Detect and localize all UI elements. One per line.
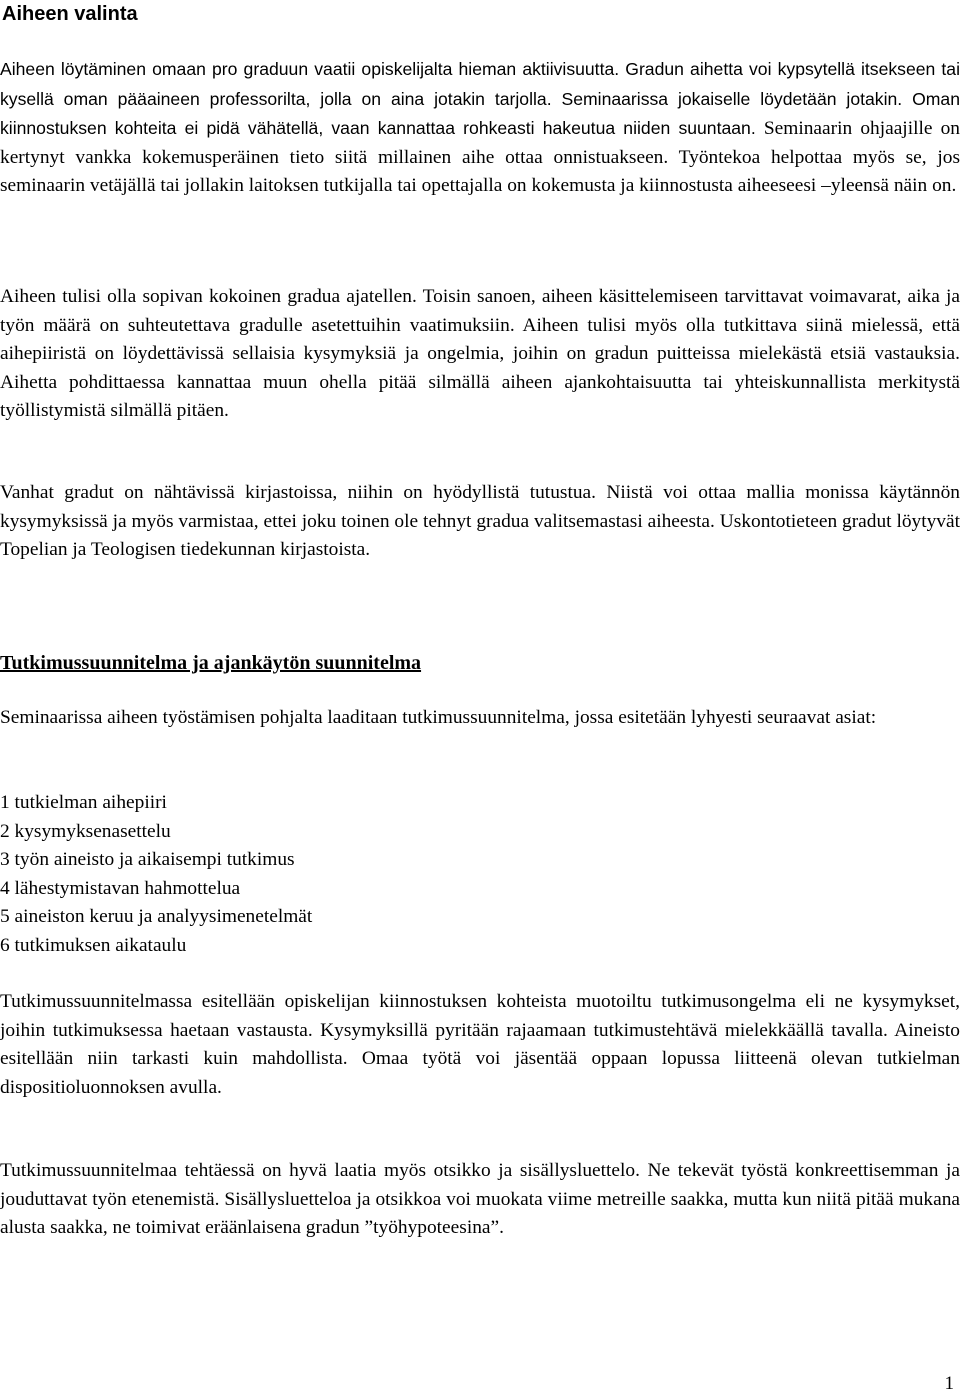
list-item: 5 aineiston keruu ja analyysimenetelmät <box>0 906 313 928</box>
list-item: 1 tutkielman aihepiiri <box>0 792 167 813</box>
list-item: 2 kysymyksenasettelu <box>0 820 171 842</box>
list-item: 4 lähestymistavan hahmottelua <box>0 877 241 899</box>
section-heading-topic-selection: Aiheen valinta <box>2 3 138 25</box>
paragraph-old-theses: Vanhat gradut on nähtävissä kirjastoissa, niihin on hyödyllistä tutustua. Niistä voi ottaa mallia monissa käytännön kysymyksissä ja myös varmistaa, ettei joku toinen ole tehnyt gradua valitsemastasi aiheesta. Uskontotieteen gradut löytyvät Topelian ja Teologisen tiedekunnan kirjastoista. <box>0 482 960 561</box>
page-number: 1 <box>944 1373 954 1394</box>
list-item: 6 tutkimuksen aikataulu <box>0 934 187 956</box>
paragraph-topic-size: Aiheen tulisi olla sopivan kokoinen gradua ajatellen. Toisin sanoen, aiheen käsittelemiseen tarvittavat voimavarat, aika ja työn määrä on suhteutettava gradulle asetettuihin vaatimuksiin. Aiheen tulisi myös olla tutkittava siinä mielessä, että aihepiiristä on löydettävissä sellaisia kysymyksiä ja ongelmia, joihin on gradun puitteissa mielekästä etsiä vastauksia. Aihetta pohdittaessa kannattaa muun ohella pitää silmällä aiheen ajankohtaisuutta tai yhteiskunnallista merkitystä työllistymistä silmällä pitäen. <box>0 286 960 422</box>
paragraph-topic-finding <box>0 55 960 201</box>
paragraph-research-plan-intro: Seminaarissa aiheen työstämisen pohjalta laaditaan tutkimussuunnitelma, jossa esitetään lyhyesti seuraavat asiat: <box>0 707 877 728</box>
list-item: 3 työn aineisto ja aikaisempi tutkimus <box>0 849 295 871</box>
section-heading-research-plan: Tutkimussuunnitelma ja ajankäytön suunnitelma <box>0 652 422 674</box>
research-plan-items-list <box>0 789 312 961</box>
paragraph-research-problem: Tutkimussuunnitelmassa esitellään opiskelijan kiinnostuksen kohteista muotoiltu tutkimusongelma eli ne kysymykset, joihin tutkimuksessa haetaan vastausta. Kysymyksillä pyritään rajaamaan tutkimustehtävä mielekkäällä tavalla. Aineisto esitellään niin tarkasti kuin mahdollista. Omaa työtä voi jäsentää oppaan lopussa liitteenä olevan tutkielman dispositioluonnoksen avulla. <box>0 991 960 1098</box>
paragraph-topic-finding-serif-text: Seminaarin ohjaajille on kertynyt vankka kokemusperäinen tieto siitä millainen aihe ottaa onnistuakseen. Työntekoa helpottaa myös se, jos seminaarin vetäjällä tai jollakin laitoksen tutkijalla tai opettajalla on kokemusta ja kiinnostusta aiheeseesi –yleensä näin on. <box>0 118 960 197</box>
paragraph-topic-finding-sans-text: Aiheen löytäminen omaan pro graduun vaatii opiskelijalta hieman aktiivisuutta. Gradun aihetta voi kypsytellä itsekseen tai kysellä oman pääaineen professorilta, jolla on aina jotakin tarjolla. Seminaarissa jokaiselle löydetään jotakin. Oman kiinnostuksen kohteita ei pidä vähätellä, vaan kannattaa rohkeasti hakeutua niiden suuntaan. <box>0 59 960 139</box>
paragraph-title-and-toc: Tutkimussuunnitelmaa tehtäessä on hyvä laatia myös otsikko ja sisällysluettelo. Ne tekevät työstä konkreettisemman ja jouduttavat työn etenemistä. Sisällysluetteloa ja otsikkoa voi muokata viime metreille saakka, mutta kun niitä pitää mukana alusta saakka, ne toimivat eräänlaisena gradun ”työhypoteesina”. <box>0 1160 960 1239</box>
